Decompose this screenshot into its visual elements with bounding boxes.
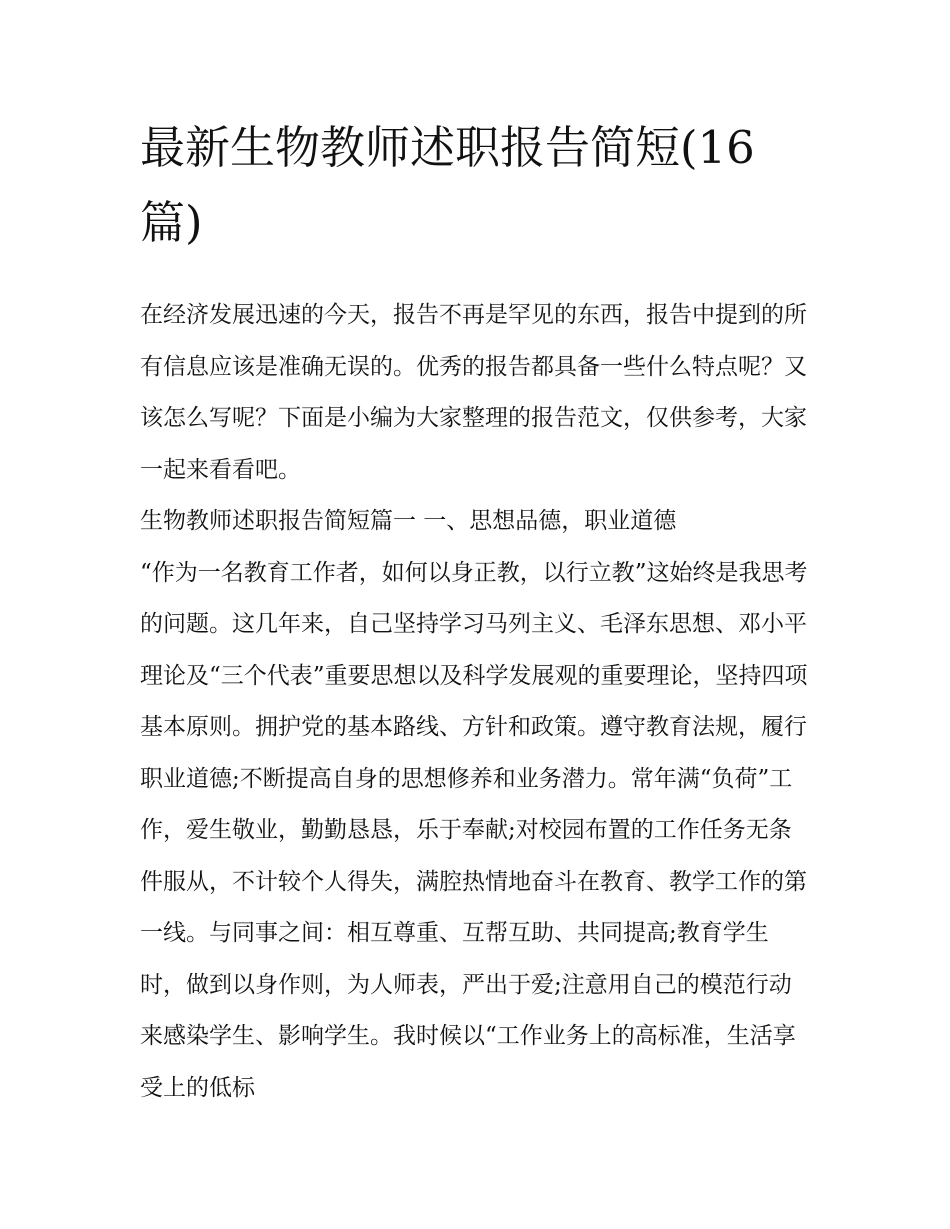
document-content	[140, 110, 812, 1114]
section-heading: 生物教师述职报告简短篇一 一、思想品德，职业道德	[140, 508, 677, 534]
intro-paragraph: 在经济发展迅速的今天，报告不再是罕见的东西，报告中提到的所有信息应该是准确无误的。优秀的报告都具备一些什么特点呢？又该怎么写呢？下面是小编为大家整理的报告范文，仅供参考，大家一起来看看吧。	[140, 302, 807, 483]
document-title: 最新生物教师述职报告简短(16篇)	[140, 121, 755, 249]
body-paragraph: “作为一名教育工作者，如何以身正教，以行立教”这始终是我思考的问题。这几年来，自己坚持学习马列主义、毛泽东思想、邓小平理论及“三个代表”重要思想以及科学发展观的重要理论，坚持四项基本原则。拥护党的基本路线、方针和政策。遵守教育法规，履行职业道德;不断提高自身的思想修养和业务潜力。常年满“负荷”工作，爱生敬业，勤勤恳恳，乐于奉献;对校园布置的工作任务无条件服从，不计较个人得失，满腔热情地奋斗在教育、教学工作的第一线。与同事之间：相互尊重、互帮互助、共同提高;教育学生时，做到以身作则，为人师表，严出于爱;注意用自己的模范行动来感染学生、影响学生。我时候以“工作业务上的高标准，生活享受上的低标	[140, 559, 808, 1101]
